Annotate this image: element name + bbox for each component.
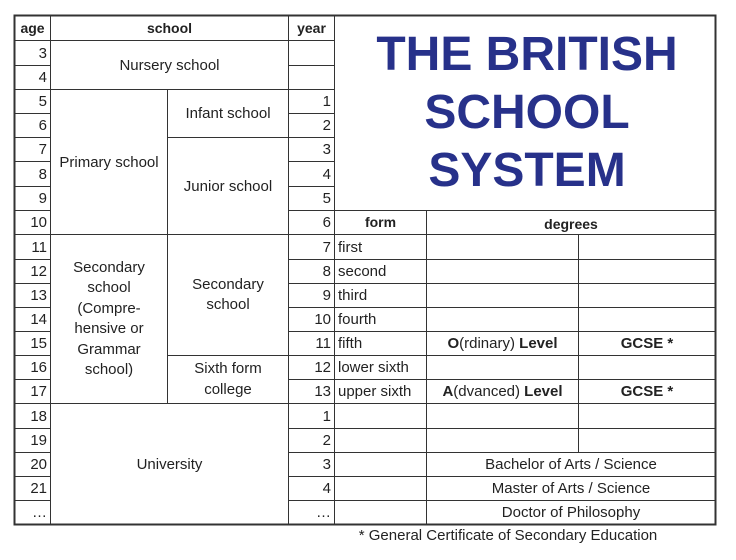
year-cell: 2 <box>322 117 331 134</box>
year-column-header: year <box>297 19 326 36</box>
age-cell: 12 <box>30 263 47 280</box>
year-cell: 7 <box>322 238 331 256</box>
title-line: SCHOOL <box>424 86 630 139</box>
age-cell: 7 <box>38 141 47 158</box>
age-cell: 21 <box>30 480 47 497</box>
junior-school-label: Junior school <box>183 177 273 195</box>
a-level-initial: A <box>442 383 454 400</box>
age-cell: … <box>32 504 47 521</box>
o-level-rest: (rdinary) <box>459 335 515 352</box>
year-cell: 2 <box>322 432 331 449</box>
a-level-degree <box>427 380 578 403</box>
year-cell: 3 <box>322 456 331 473</box>
age-cell: 19 <box>30 432 47 449</box>
age-column-header: age <box>20 19 45 36</box>
a-level-rest: (dvanced) <box>453 383 520 400</box>
form-cell: fourth <box>338 311 377 328</box>
age-cell: 9 <box>38 190 47 207</box>
age-cell: 15 <box>30 335 47 352</box>
age-cell: 8 <box>38 165 47 183</box>
year-cell: 9 <box>322 287 331 304</box>
master-degree: Master of Arts / Science <box>491 480 651 497</box>
infant-school-label: Infant school <box>185 105 271 122</box>
o-level-suffix: Level <box>519 335 558 352</box>
year-cell: 1 <box>322 93 331 110</box>
a-level-suffix: Level <box>524 383 563 400</box>
age-cell: 6 <box>38 117 47 134</box>
bachelor-degree: Bachelor of Arts / Science <box>485 456 657 473</box>
primary-school-label: Primary school <box>59 153 159 171</box>
secondary-school-label: Secondary school <box>192 275 264 313</box>
year-cell: 11 <box>315 335 331 352</box>
title-line: SYSTEM <box>428 144 626 197</box>
year-cell: 5 <box>322 190 331 207</box>
year-cell: 8 <box>322 263 331 280</box>
year-cell: 1 <box>322 407 331 425</box>
year-cell: 4 <box>322 480 331 497</box>
secondary-school-type-label: Secondary school (Compre- hensive or Grammar school) <box>73 258 145 378</box>
year-cell: 13 <box>314 383 331 400</box>
age-cell: 10 <box>30 214 47 231</box>
year-cell: 12 <box>314 359 331 376</box>
doctor-degree: Doctor of Philosophy <box>501 504 641 521</box>
form-cell: third <box>338 287 368 304</box>
form-cell: second <box>338 263 387 280</box>
age-cell: 11 <box>31 238 47 256</box>
age-cell: 18 <box>30 407 47 425</box>
age-cell: 5 <box>38 93 47 110</box>
page-title <box>340 26 714 200</box>
age-cell: 16 <box>30 359 47 376</box>
year-cell: 4 <box>322 165 331 183</box>
year-cell: … <box>316 504 331 521</box>
title-line: THE BRITISH <box>376 28 678 81</box>
gcse-footnote: * General Certificate of Secondary Education <box>358 527 658 544</box>
form-cell: upper sixth <box>338 383 412 400</box>
o-level-initial: O <box>447 335 460 352</box>
age-cell: 20 <box>30 456 47 473</box>
age-cell: 3 <box>38 44 47 62</box>
year-cell: 6 <box>322 214 331 231</box>
gcse-a-level: GCSE * <box>620 383 674 400</box>
year-cell: 10 <box>314 311 331 328</box>
age-cell: 13 <box>30 287 47 304</box>
school-column-header: school <box>146 19 193 36</box>
age-cell: 14 <box>30 311 47 328</box>
university-label: University <box>136 455 203 473</box>
form-column-header: form <box>364 214 397 230</box>
sixth-form-college-label: Sixth form college <box>194 360 262 398</box>
degrees-column-header: degrees <box>544 216 598 232</box>
year-cell: 3 <box>322 141 331 158</box>
form-cell: first <box>338 238 363 256</box>
gcse-o-level: GCSE * <box>620 335 674 352</box>
form-cell: fifth <box>338 335 363 352</box>
o-level-degree <box>427 332 578 355</box>
age-cell: 17 <box>30 383 47 400</box>
age-cell: 4 <box>38 69 47 86</box>
form-cell: lower sixth <box>338 359 409 376</box>
nursery-school-label: Nursery school <box>119 56 220 74</box>
